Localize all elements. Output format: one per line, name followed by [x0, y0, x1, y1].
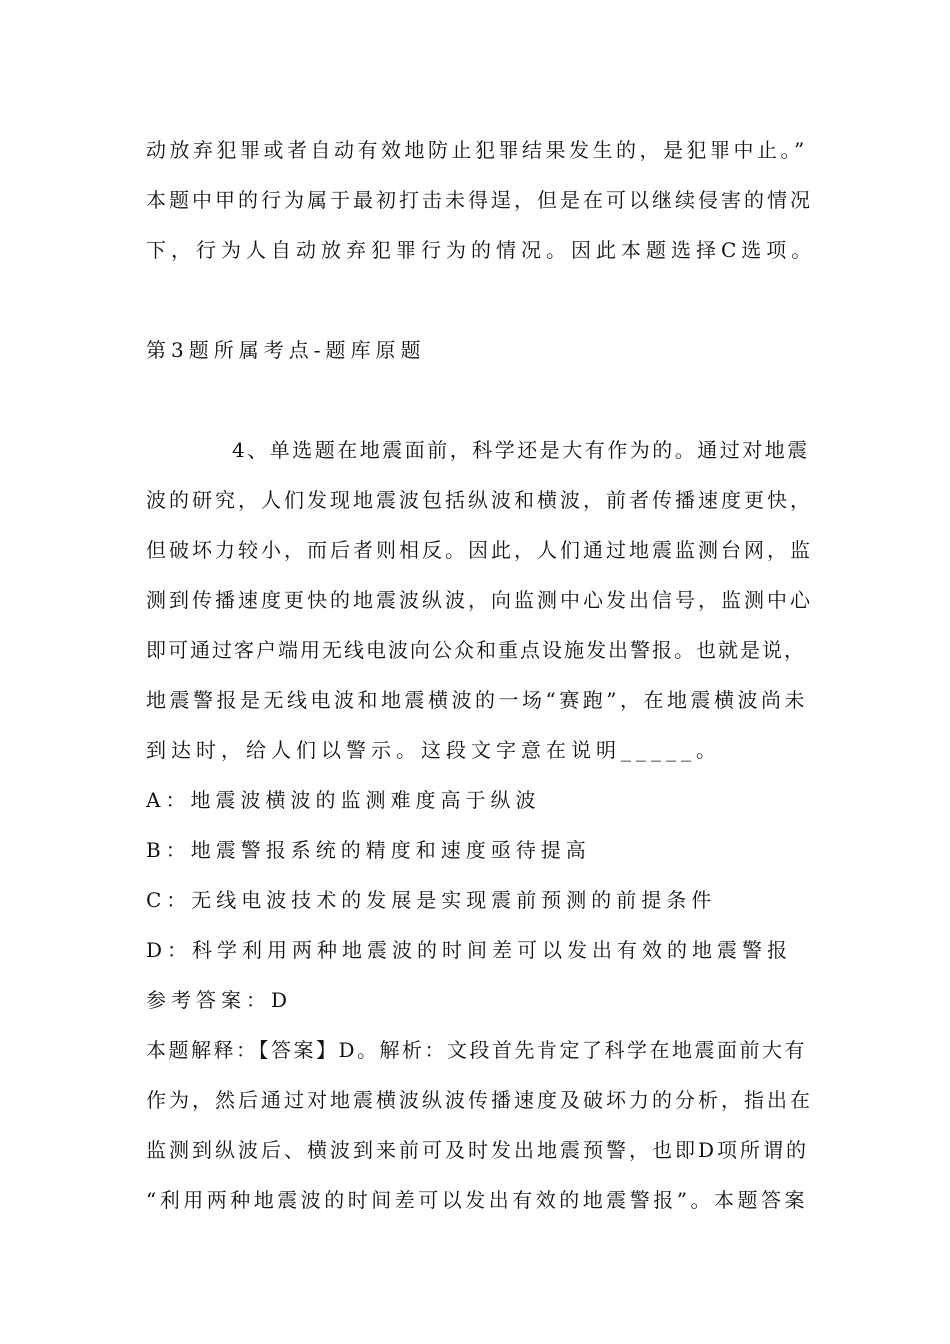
question-text: 到达时，给人们以警示。这段文字意在说明_____。 — [146, 738, 721, 762]
text-line: 动放弃犯罪或者自动有效地防止犯罪结果发生的，是犯罪中止。” — [146, 138, 808, 162]
option-c: C：无线电波技术的发展是实现震前预测的前提条件 — [146, 888, 717, 912]
answer-line: 参考答案：D — [146, 988, 293, 1012]
explanation-text: 本题解释：【答案】D。解析：文段首先肯定了科学在地震面前大有 — [146, 1038, 808, 1062]
question-text: 但破坏力较小，而后者则相反。因此，人们通过地震监测台网，监 — [146, 538, 813, 562]
explanation-text: “利用两种地震波的时间差可以发出有效的地震警报”。本题答案 — [146, 1188, 808, 1212]
question-text: 即可通过客户端用无线电波向公众和重点设施发出警报。也就是说， — [146, 638, 806, 662]
explanation-text: 监测到纵波后、横波到来前可及时发出地震预警，也即D项所谓的 — [146, 1138, 810, 1162]
question-text: 波的研究，人们发现地震波包括纵波和横波，前者传播速度更快， — [146, 488, 813, 512]
question-text: 地震警报是无线电波和地震横波的一场“赛跑”，在地震横波尚未 — [146, 688, 808, 712]
option-a: A：地震波横波的监测难度高于纵波 — [146, 788, 541, 812]
text-line: 下，行为人自动放弃犯罪行为的情况。因此本题选择C选项。 — [146, 238, 817, 262]
text-line: 本题中甲的行为属于最初打击未得逞，但是在可以继续侵害的情况 — [146, 188, 813, 212]
explanation-text: 作为，然后通过对地震横波纵波传播速度及破坏力的分析，指出在 — [146, 1088, 813, 1112]
option-d: D：科学利用两种地震波的时间差可以发出有效的地震警报 — [146, 938, 793, 962]
section-heading: 第3题所属考点-题库原题 — [146, 338, 426, 362]
option-b: B：地震警报系统的精度和速度亟待提高 — [146, 838, 591, 862]
question-text: 测到传播速度更快的地震波纵波，向监测中心发出信号，监测中心 — [146, 588, 813, 612]
question-text: 4、单选题在地震面前，科学还是大有作为的。通过对地震 — [232, 438, 810, 462]
